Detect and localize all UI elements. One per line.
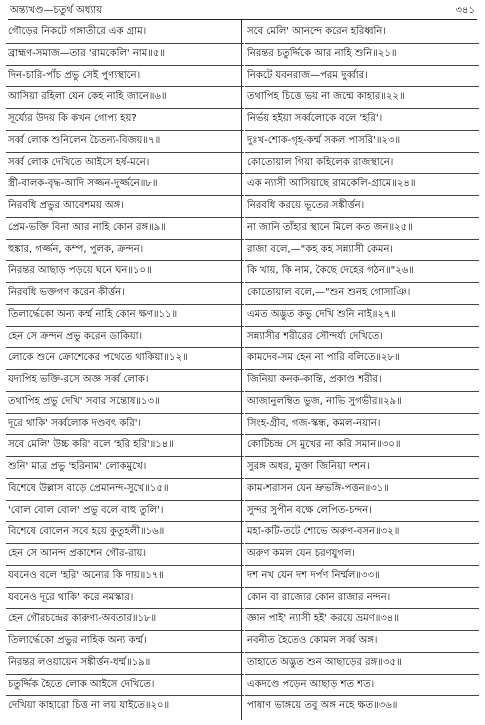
verse-text: দিন-চারি-পাঁচ প্রভু সেই পুণ্যস্থানে। [8, 69, 141, 81]
verse-line [247, 348, 477, 369]
verse-line [247, 501, 477, 522]
verse-text: পাষাণ ভাঙ্গয়ে তবু অঙ্গ নহে ক্ষত॥৩৬॥ [247, 700, 398, 712]
verse-line [8, 261, 242, 282]
verse-line [8, 522, 242, 543]
verse-line [247, 588, 477, 609]
verse-text: চতুর্দ্দিক হৈতে লোক আইসে দেখিতে। [8, 678, 155, 690]
verse-line [8, 196, 242, 217]
verse-text: কোতোয়াল গিয়া কহিলেক রাজস্থানে। [247, 156, 394, 168]
header-rule [8, 19, 477, 20]
running-title: অন্ত্যখণ্ড—চতুর্থ অধ্যায় [10, 5, 103, 16]
verse-line [247, 609, 477, 630]
verse-text: নবনীত হৈতেও কোমল সর্ব্ব অঙ্গ। [247, 635, 378, 646]
verse-text: লোকে শুনে ক্রোশেকের পথেতে থাকিয়া॥১২॥ [8, 352, 188, 364]
verse-text: সর্ব্ব লোক শুনিলেন চৈতন্য-বিজয়॥৭॥ [8, 134, 161, 146]
verse-text: হুঙ্কার, গর্জ্জন, কম্প, পুলক, ক্রন্দন। [8, 243, 144, 255]
verse-text: একদণ্ডে পড়েন আছাড় শত শত। [247, 678, 375, 690]
verse-text: হেন গৌরচন্দ্রের কারুণ্য-অবতার॥১৮॥ [8, 613, 157, 625]
verse-line [247, 675, 477, 696]
verse-text: ব্রাহ্মণ-সমাজ—তার 'রামকেলি' নাম॥৫॥ [8, 47, 166, 59]
verse-text: শুনি' মাত্র প্রভু 'হরিনাম' লোকমুখে। [8, 461, 147, 472]
verse-text: সবে মেলি' উচ্চ করি' বলে 'হরি হরি'॥১৪॥ [8, 439, 174, 451]
verse-line [247, 44, 477, 65]
verse-text: দুঃখ-শোক-গৃহ-কর্ম্ম সকল পাসরি'॥২৩॥ [247, 134, 401, 146]
verse-line [247, 653, 477, 674]
verse-text: সুন্দর সুপীন বক্ষে লেপিত-চন্দন। [247, 504, 372, 516]
verse-text: গৌড়ের নিকটে গঙ্গাতীরে এক গ্রাম। [8, 26, 147, 37]
verse-text: মহা-কটি-তটে শোভে অরুণ-বসন॥৩২॥ [247, 526, 400, 538]
verse-line [8, 696, 242, 717]
verse-text: তিলার্দ্ধেকো প্রভুর নাহিক অন্য কর্ম্ম। [8, 635, 147, 646]
verse-text: বিশেষে বোলেন সবে হয়ে কুতুহলী॥১৬॥ [8, 526, 165, 538]
verse-text: নিরন্তর লওয়ায়েন সঙ্কীর্ত্তন-ধর্ম্ম॥১৯॥ [8, 656, 151, 668]
verse-line [247, 370, 477, 391]
page-number: ৩৪১ [455, 5, 475, 16]
verse-line [8, 109, 242, 130]
verse-text: কি খায়, কি নাম, কৈছে দেহের গঠন॥"২৬॥ [247, 265, 414, 277]
verse-text: কোন বা রাজ্যের কোন রাজার নন্দন। [247, 591, 391, 603]
verse-text: নিরন্তর আছাড় পড়য়ে ঘনে ঘন॥১০॥ [8, 265, 152, 277]
verse-text: না জানি তাঁহার স্থানে মিলে কত জন॥২৫॥ [247, 221, 413, 233]
verse-text: দেখিয়া কাহারো চিত্ত না লয় যাইতে॥২০॥ [8, 700, 170, 712]
verse-text: তথাপিহ প্রভু দেখি' সবার সন্তোষ॥১৩॥ [8, 395, 160, 407]
verse-line [247, 696, 477, 717]
verse-text: কামদেব-সম হেন না পারি বলিতে॥২৮॥ [247, 352, 400, 364]
verse-line [247, 305, 477, 326]
right-column [247, 22, 477, 717]
verse-text: এমত অদ্ভুত কভু দেখি শুনি নাই॥২৭॥ [247, 308, 397, 320]
verse-line [8, 66, 242, 87]
verse-line [247, 566, 477, 587]
verse-line [247, 544, 477, 565]
verse-text: নিরবধি করয়ে ভূতের সঙ্কীর্ত্তন। [247, 200, 365, 211]
verse-line [8, 631, 242, 652]
verse-line [247, 414, 477, 435]
verse-line [8, 435, 242, 456]
verse-text: তথাপিহ চিত্তে ভয় না জন্মে কাহার॥২২॥ [247, 91, 405, 103]
left-column [8, 22, 242, 717]
verse-line [8, 87, 242, 108]
verse-line [247, 327, 477, 348]
verse-text: হেন সে ক্রন্দন প্রভু করেন ডাকিয়া। [8, 330, 143, 342]
verse-line [8, 22, 242, 43]
verse-line [247, 87, 477, 108]
verse-text: সুরঙ্গ অধর, মুক্তা জিনিয়া দশন। [247, 461, 370, 472]
verse-line [8, 544, 242, 565]
verse-text: নিকটে যবনরাজ—পরম দুর্ব্বার। [247, 69, 368, 81]
verse-line [8, 131, 242, 152]
verse-line [247, 153, 477, 174]
verse-text: দূরে থাকি' সর্ব্বলোক দণ্ডবৎ করি'। [8, 417, 142, 429]
verse-text: হেন সে আনন্দ প্রকাশেন গৌর-রায়। [8, 548, 147, 559]
verse-line [8, 501, 242, 522]
verse-text: প্রেম-ভক্তি বিনা আর নাহি কোন রঙ্গ॥৯॥ [8, 221, 166, 233]
verse-line [8, 370, 242, 391]
verse-line [8, 457, 242, 478]
verse-line [247, 283, 477, 304]
verse-line [247, 131, 477, 152]
verse-line [8, 218, 242, 239]
verse-line [8, 566, 242, 587]
verse-text: জিনিয়া কনক-কান্তি, প্রকাণ্ড শরীর। [247, 374, 382, 385]
verse-text: কাম-শরাসন যেন ভ্রুভঙ্গি-পত্তন॥৩১॥ [247, 482, 389, 494]
verse-line [247, 479, 477, 500]
verse-line [247, 218, 477, 239]
verse-text: অরুণ কমল যেন চরণযুগল। [247, 548, 355, 559]
page-header [10, 4, 475, 18]
verse-text: সন্ন্যাসীর শরীরের সৌন্দর্য্য দেখিতে। [247, 330, 383, 342]
verse-text: বিশেষে উল্লাস বাড়ে প্রেমানন্দ-সুখে॥১৫॥ [8, 482, 169, 494]
verse-text: তিলার্দ্ধেকো অন্য কর্ম্ম নাহি কোন ক্ষণ॥১১॥ [8, 308, 178, 320]
verse-text: নিরন্তর চতুর্দ্দিকে আর নাহি শুনি॥২১॥ [247, 47, 397, 59]
verse-line [247, 392, 477, 413]
verse-line [247, 22, 477, 43]
verse-line [8, 392, 242, 413]
verse-text: রাজা বলে,—"কহ কহ সন্ন্যাসী কেমন। [247, 243, 394, 255]
verse-text: জ্ঞান পাই' ন্যাসী হই' করয়ে ভ্রমণ॥৩৪॥ [247, 613, 400, 625]
verse-text: নিরবধি প্রভুর আবেশময় অঙ্গ। [8, 200, 124, 211]
verse-text: স্ত্রী-বালক-বৃদ্ধ-আদি সজ্জন-দুর্জ্জনে॥৮॥ [8, 178, 158, 190]
verse-text: কোটিচন্দ্র সে মুখের না করি সমান॥৩০॥ [247, 439, 401, 451]
verse-text: তাহাতে অদ্ভুত শুন আছাড়ের রঙ্গ॥৩৫॥ [247, 656, 402, 668]
verse-line [247, 240, 477, 261]
verse-text: সবে মেলি' আনন্দে করেন হরিধ্বনি। [247, 26, 386, 37]
verse-line [8, 348, 242, 369]
verse-text: দশ নখ যেন দশ দর্পণ নির্ম্মল॥৩৩॥ [247, 569, 380, 581]
verse-text: আজানুলম্বিত ভুজ, নাভি সুগভীর॥২৯॥ [247, 395, 402, 407]
verse-line [8, 414, 242, 435]
verse-text: নিরবধি ভক্তগণ করেন কীর্ত্তন। [8, 287, 125, 298]
verse-text: সূর্য্যের উদয় কি কখন গোপ্য হয়? [8, 113, 137, 124]
verse-text: কোতোয়াল বলে,—"শুন শুনহ গোসাঞি। [247, 287, 411, 298]
verse-line [8, 675, 242, 696]
verse-line [247, 66, 477, 87]
verse-line [247, 261, 477, 282]
verse-line [247, 174, 477, 195]
verse-line [247, 435, 477, 456]
verse-text: আসিয়া রহিলা যেন কেহ নাহি জানে॥৬॥ [8, 91, 167, 103]
verse-line [8, 240, 242, 261]
verse-line [8, 588, 242, 609]
verse-line [8, 283, 242, 304]
verse-text: নির্ভয় হইয়া সর্ব্বলোকে বলে 'হরি'। [247, 113, 383, 124]
verse-line [8, 44, 242, 65]
verse-line [8, 653, 242, 674]
verse-line [8, 479, 242, 500]
verse-text: যবনেও বলে 'হরি' অন্যের কি দায়॥১৭॥ [8, 569, 164, 581]
verse-line [247, 522, 477, 543]
verse-text: এক ন্যাসী আসিয়াছে রামকেলি-গ্রামে॥২৪॥ [247, 178, 416, 190]
verse-text: 'বোল বোল বোল' প্রভু বলে বাহু তুলি'। [8, 504, 164, 516]
verse-line [8, 174, 242, 195]
verse-line [8, 305, 242, 326]
verse-line [247, 457, 477, 478]
verse-text: সর্ব্ব লোক দেখিতে আইসে হর্ষ-মনে। [8, 156, 150, 168]
verse-line [247, 196, 477, 217]
verse-line [247, 109, 477, 130]
verse-line [247, 631, 477, 652]
verse-line [8, 609, 242, 630]
verse-text: যবনেও দূরে থাকি' করে নমস্কার। [8, 591, 134, 603]
verse-text: সিংহ-গ্রীব, গজ-স্কন্ধ, কমল-নয়ান। [247, 417, 381, 429]
verse-text: যদ্যপিহ ভক্তি-রসে অজ্ঞ সর্ব্ব লোক। [8, 374, 149, 385]
verse-line [8, 327, 242, 348]
verse-line [8, 153, 242, 174]
